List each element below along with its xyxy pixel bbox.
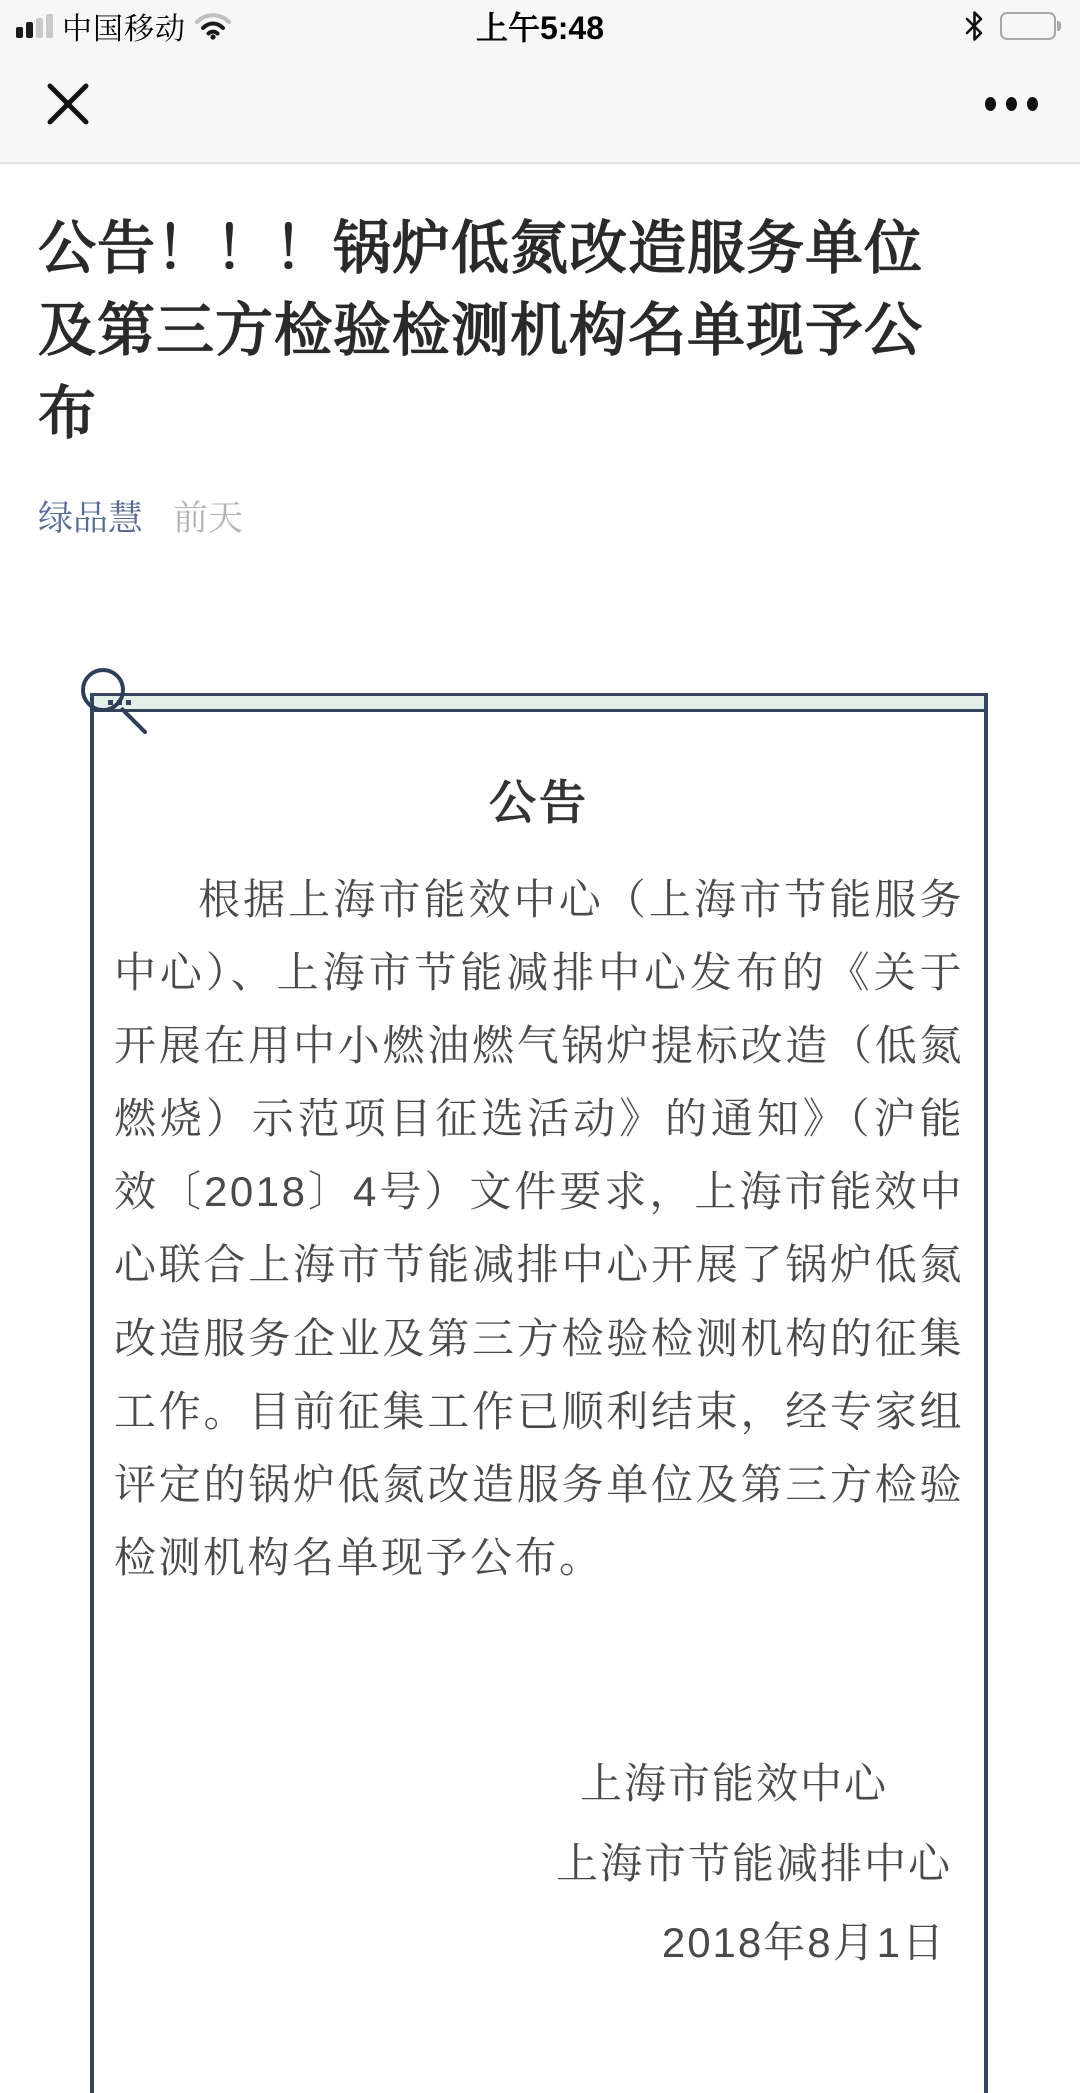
battery-icon: [1000, 11, 1064, 41]
signature-block: [94, 1744, 984, 1983]
signature-org-2: 上海市节能减排中心: [555, 1839, 952, 1887]
status-right-group: [964, 10, 1064, 42]
page-title: 公告！！！锅炉低氮改造服务单位及第三方检验检测机构名单现予公布: [38, 216, 924, 446]
signature-org-1: 上海市能效中心: [579, 1759, 888, 1807]
window-titlebar-decoration: [94, 693, 984, 712]
nav-bar: [0, 46, 1080, 164]
announcement-box: [90, 693, 988, 2093]
publish-date-label: 前天: [173, 499, 244, 539]
article-header: [0, 208, 1080, 541]
status-bar: [0, 0, 1080, 46]
author-link[interactable]: 绿品慧: [38, 499, 144, 539]
close-icon[interactable]: [42, 78, 94, 130]
more-icon[interactable]: [985, 87, 1038, 121]
bluetooth-icon: [964, 10, 986, 42]
carrier-label: 中国移动: [62, 13, 186, 46]
announcement-body: 根据上海市能效中心（上海市节能服务中心）、上海市节能减排中心发布的《关于开展在用中小燃油燃气锅炉提标改造（低氮燃烧）示范项目征选活动》的通知》（沪能效〔2018〕4号）文件要求，上海市能效中心联合上海市节能减排中心开展了锅炉低氮改造服务企业及第三方检验检测机构的征集工作。目前征集工作已顺利结束，经专家组评定的锅炉低氮改造服务单位及第三方检验检测机构名单现予公布。: [114, 876, 964, 1581]
signature-date: 2018年8月1日: [661, 1919, 946, 1967]
announcement-heading: 公告: [489, 776, 589, 830]
article-meta: [38, 491, 1042, 541]
clock-label: 上午5:48: [475, 10, 605, 46]
